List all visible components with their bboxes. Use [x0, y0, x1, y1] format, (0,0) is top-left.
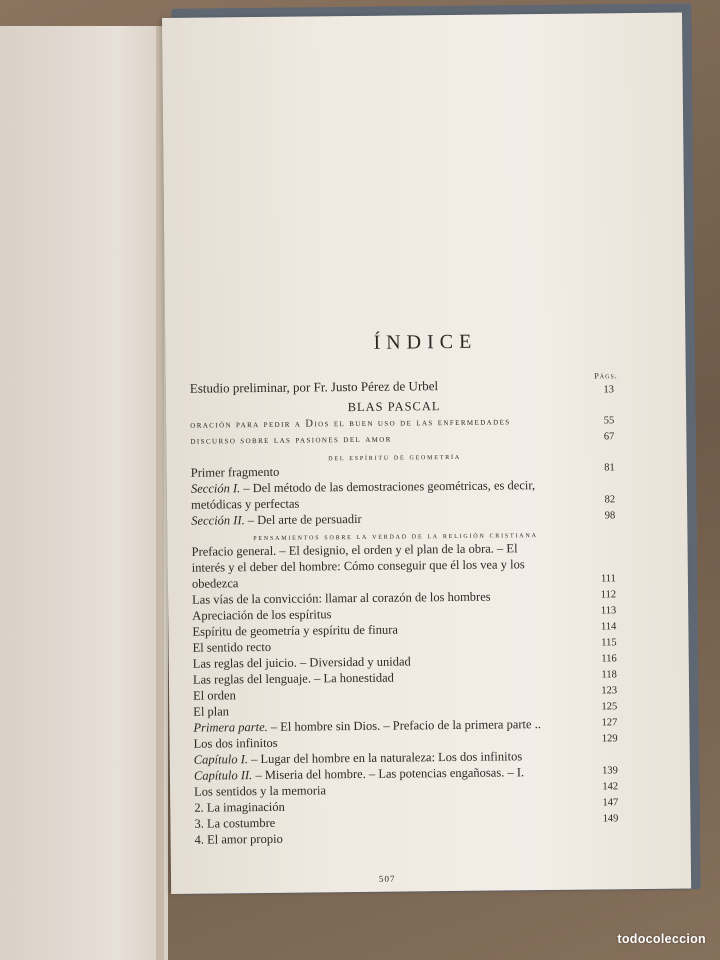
toc-entry-text — [190, 432, 392, 450]
toc-entry-page: 67 — [603, 431, 615, 443]
toc-entry-title: – Lugar del hombre en la naturaleza: Los dos infinitos — [247, 749, 523, 767]
table-of-contents — [189, 371, 619, 847]
toc-entry-title: Los dos infinitos — [193, 735, 278, 751]
toc-entry-page: 114 — [600, 621, 617, 633]
geometria-list — [190, 460, 616, 528]
author-heading: BLAS PASCAL — [347, 399, 441, 415]
toc-entry-title: Los sentidos y la memoria — [194, 783, 327, 799]
toc-entry-page: 98 — [604, 510, 616, 522]
toc-entry-title: oración para pedir a Dios el buen uso de las enfermedades — [190, 416, 511, 431]
left-page — [0, 26, 168, 960]
toc-entry-text — [194, 815, 275, 832]
toc-entry-title: – El hombre sin Dios. – Prefacio de la primera parte .. — [267, 717, 541, 734]
toc-entry-title: Primer fragmento — [190, 464, 280, 480]
toc-entry-title: 2. La imaginación — [194, 799, 285, 815]
book-page — [162, 13, 691, 894]
toc-entry-page: 125 — [601, 701, 618, 713]
toc-entry-title: metódicas y perfectas — [191, 496, 300, 512]
toc-entry-page: 147 — [602, 797, 619, 809]
toc-entry-page: 82 — [604, 494, 616, 506]
toc-entry-title: – Del método de las demostraciones geométricas, es decir, — [240, 478, 536, 496]
toc-entry-page: 149 — [602, 813, 619, 825]
toc-entry-title: 4. El amor propio — [194, 831, 283, 847]
toc-entry-label: Capítulo I. — [193, 752, 249, 767]
toc-entry-text — [192, 575, 239, 591]
toc-entry-page: 142 — [602, 781, 619, 793]
toc-row-preliminar — [189, 371, 618, 399]
toc-entry-title: Las reglas del lenguaje. – La honestidad — [192, 670, 394, 687]
toc-entry-page: 13 — [603, 384, 614, 396]
toc-entry-title: Las vías de la convicción: llamar al corazón de los hombres — [192, 589, 491, 607]
toc-entry-text — [193, 703, 229, 719]
toc-entry-title: Las reglas del juicio. – Diversidad y unidad — [192, 654, 411, 671]
toc-entry-text — [193, 639, 272, 656]
toc-row — [195, 827, 603, 847]
toc-entry-page: 127 — [601, 717, 618, 729]
toc-entry-page: 113 — [600, 605, 617, 617]
toc-entry-text — [191, 511, 362, 529]
toc-entry-page: 116 — [601, 653, 617, 665]
toc-entry-text — [194, 735, 278, 752]
toc-entry-title: discurso sobre las pasiones del amor — [190, 433, 392, 447]
toc-entry-text — [194, 782, 326, 799]
toc-entry-title: Apreciación de los espíritus — [192, 607, 332, 623]
toc-entry-title: Espíritu de geometría y espíritu de finura — [192, 622, 398, 639]
page-number: 507 — [378, 873, 396, 884]
toc-entry-page: 129 — [601, 733, 618, 745]
toc-entry-label: Primera parte. — [193, 719, 268, 735]
toc-entry-label: Capítulo II. — [193, 768, 253, 783]
toc-entry-text — [195, 831, 283, 848]
section-heading-pensamientos: pensamientos sobre la verdad de la religión cristiana — [253, 529, 538, 543]
toc-entry-title: interés y el deber del hombre: Cómo conseguir que él los vea y los — [191, 557, 525, 575]
toc-entry-text — [193, 687, 236, 703]
toc-entry-page: 112 — [600, 589, 617, 601]
pags-label: Págs. — [594, 371, 618, 381]
toc-entry-page: 111 — [600, 573, 616, 585]
toc-entry-page: 81 — [604, 462, 615, 474]
toc-entry-title: El plan — [193, 704, 230, 719]
toc-entry-page: 123 — [601, 685, 618, 697]
watermark: todocoleccion — [617, 932, 706, 946]
toc-entry-text — [194, 799, 285, 816]
toc-entry-title: – Del arte de persuadir — [244, 511, 362, 528]
toc-entry-text — [192, 606, 331, 623]
toc-entry-page: 139 — [602, 765, 618, 777]
toc-entry-title: 3. La costumbre — [194, 815, 276, 831]
toc-entry-page: 55 — [603, 415, 615, 427]
toc-entry-page: 118 — [601, 669, 617, 681]
toc-entry-label: Sección I. — [190, 481, 241, 496]
front-list — [190, 413, 615, 449]
toc-entry-page: 115 — [601, 637, 617, 649]
page-title: ÍNDICE — [373, 330, 478, 354]
toc-entry-text: Estudio preliminar, por Fr. Justo Pérez de Urbel — [189, 378, 439, 396]
toc-entry-text — [191, 496, 299, 513]
toc-entry-text — [191, 464, 280, 481]
toc-entry-title: Prefacio general. – El designio, el orden y el plan de la obra. – El — [191, 541, 518, 559]
section-heading-geometria: del espíritu de geometría — [328, 450, 461, 463]
toc-entry-title: El sentido recto — [192, 639, 272, 655]
pensamientos-list — [191, 539, 619, 847]
toc-entry-title: El orden — [193, 688, 236, 703]
toc-entry-title: – Miseria del hombre. – Las potencias engañosas. – I. — [252, 765, 525, 783]
toc-entry-title: obedezca — [191, 576, 239, 591]
toc-entry-label: Sección II. — [191, 513, 245, 528]
